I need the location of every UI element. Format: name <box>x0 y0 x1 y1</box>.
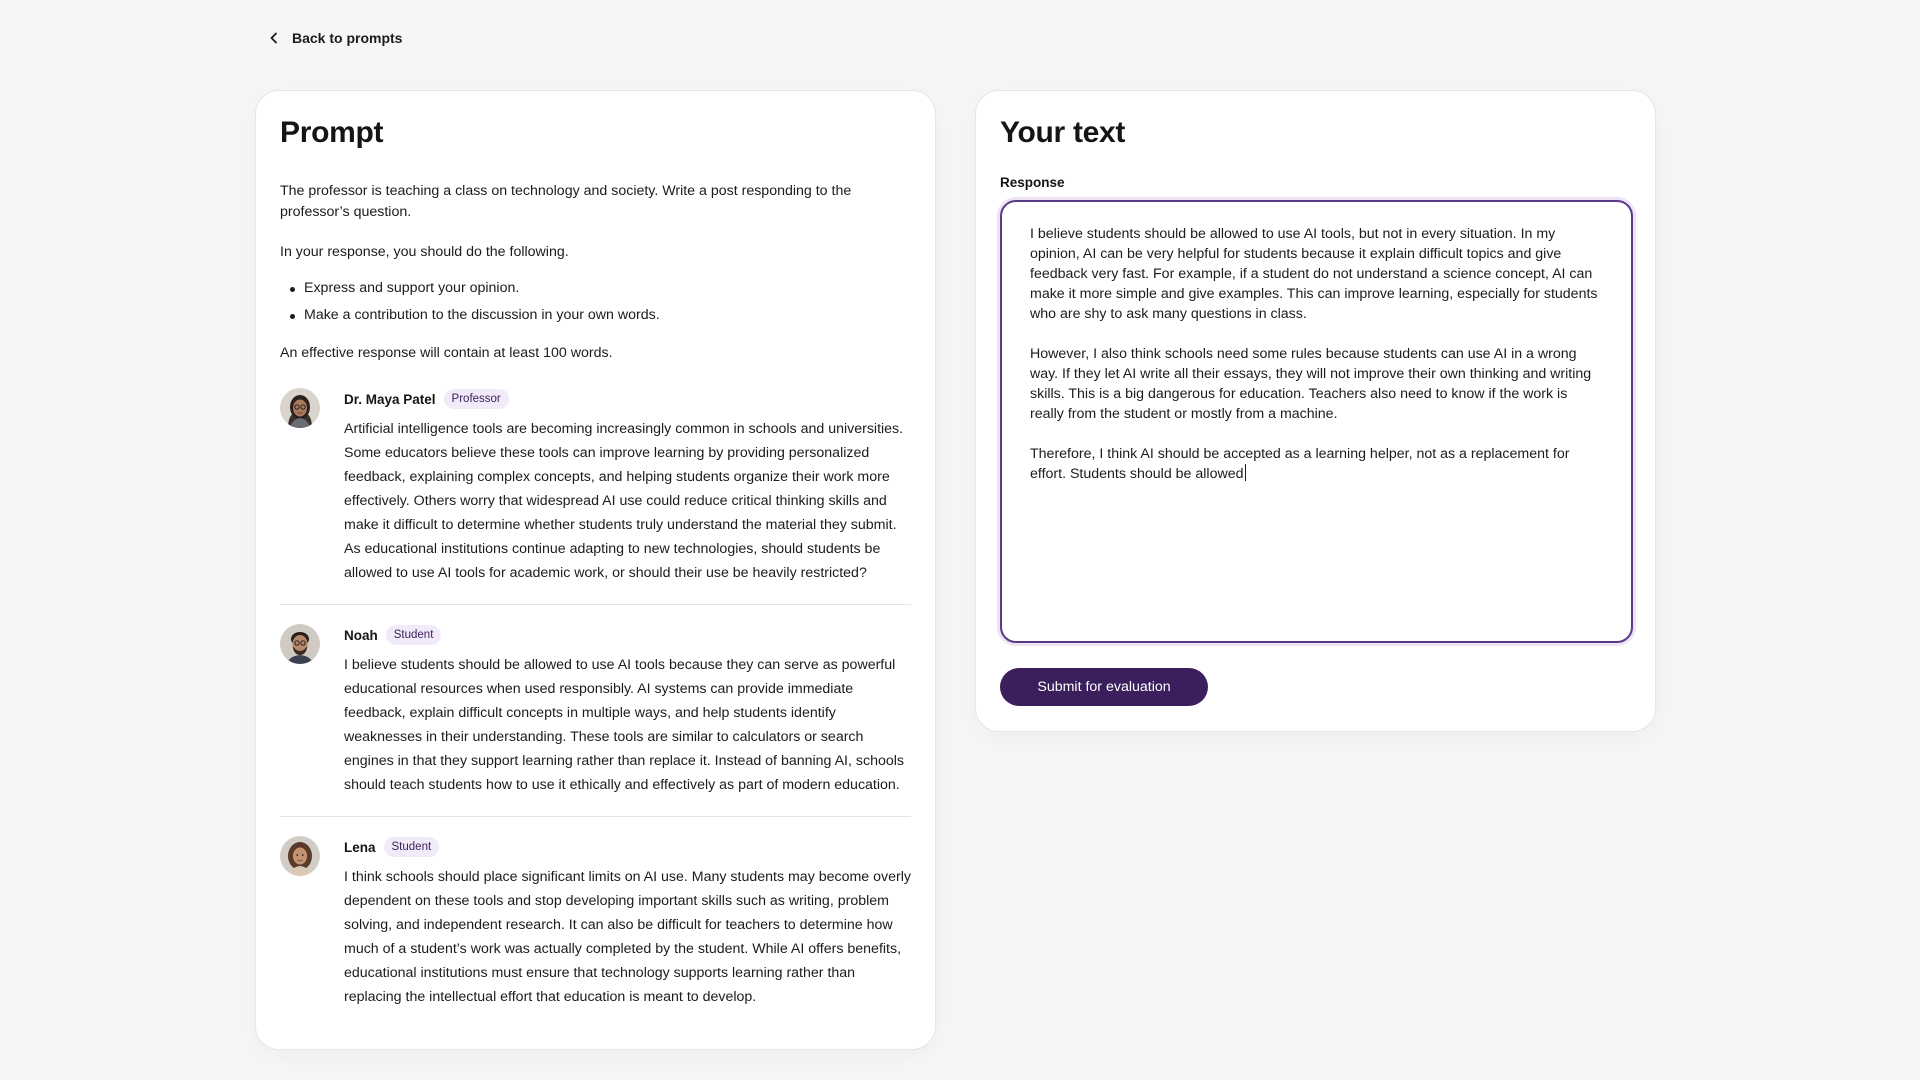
prompt-instructions <box>280 181 911 364</box>
discussion-post <box>280 388 911 605</box>
chevron-left-icon <box>268 32 280 44</box>
prompt-bullet-list <box>280 278 911 326</box>
avatar-woman-curly-icon <box>280 836 320 876</box>
discussion-thread <box>280 388 911 1028</box>
prompt-bullet: Express and support your opinion. <box>280 278 911 299</box>
post-author: Lena <box>344 839 376 855</box>
submit-for-evaluation-button[interactable]: Submit for evaluation <box>1000 668 1208 706</box>
post-text: I think schools should place significant limits on AI use. Many students may become overly dependent on these tools and stop developing important skills such as writing, problem solving, and independent research. It can also be difficult for teachers to determine how much of a student’s work was actually completed by the student. While AI offers benefits, educational institutions must ensure that technology supports learning rather than replacing the intellectual effort that education is meant to develop. <box>344 869 911 1005</box>
post-body <box>344 624 911 797</box>
post-header <box>344 389 911 409</box>
avatar-woman-glasses-icon <box>280 388 320 428</box>
response-paragraph-last <box>1030 444 1603 484</box>
text-cursor <box>1245 464 1246 481</box>
post-text: Artificial intelligence tools are becoming increasingly common in schools and universities. Some educators believe these tools can improve learning by providing personalized feedback, explaining complex concepts, and helping students organize their work more effectively. Others worry that widespread AI use could reduce critical thinking skills and make it difficult to determine whether students truly understand the material they submit. As educational institutions continue adapting to new technologies, should students be allowed to use AI tools for academic work, or should their use be heavily restricted? <box>344 421 904 581</box>
back-to-prompts-link[interactable] <box>268 30 402 46</box>
discussion-post <box>280 605 911 817</box>
discussion-post <box>280 817 911 1028</box>
post-header <box>344 837 911 857</box>
prompt-intro: The professor is teaching a class on technology and society. Write a post responding to the professor’s question. <box>280 183 852 220</box>
response-card <box>975 90 1656 732</box>
prompt-card <box>255 90 936 1050</box>
post-body <box>344 388 911 585</box>
post-header <box>344 625 911 645</box>
prompt-title: Prompt <box>280 116 384 149</box>
response-paragraph: However, I also think schools need some rules because students can use AI in a wrong way. If they let AI write all their essays, they will not improve their own thinking and writing skills. This is a big dangerous for education. Teachers also need to know if the work is really from the student or mostly from a machine. <box>1030 346 1592 422</box>
post-body <box>344 836 911 1009</box>
prompt-bullet: Make a contribution to the discussion in your own words. <box>280 305 911 326</box>
response-paragraph-text: Therefore, I think AI should be accepted as a learning helper, not as a replacement for effort. Students should be allowed <box>1030 446 1570 482</box>
avatar-man-beard-icon <box>280 624 320 664</box>
post-author: Noah <box>344 627 378 643</box>
role-badge: Student <box>384 837 440 857</box>
back-link-label: Back to prompts <box>292 30 403 46</box>
role-badge: Student <box>386 625 442 645</box>
post-text: I believe students should be allowed to use AI tools because they can serve as powerful educational resources when used responsibly. AI systems can provide immediate feedback, explain difficult concepts in multiple ways, and help students identify weaknesses in their understanding. These tools are similar to calculators or search engines in that they support learning rather than replace it. Instead of banning AI, schools should teach students how to use it ethically and effectively as part of modern education. <box>344 657 904 793</box>
role-badge: Professor <box>444 389 509 409</box>
response-title: Your text <box>1000 116 1126 149</box>
prompt-requirement: An effective response will contain at least 100 words. <box>280 345 613 361</box>
response-field-label: Response <box>1000 175 1065 190</box>
response-textarea[interactable] <box>1000 200 1633 643</box>
post-author: Dr. Maya Patel <box>344 391 436 407</box>
response-paragraph: I believe students should be allowed to use AI tools, but not in every situation. In my opinion, AI can be very helpful for students because it explain difficult topics and give feedback very fast. For example, if a student do not understand a science concept, AI can make it more simple and give examples. This can improve learning, especially for students who are shy to ask many questions in class. <box>1030 226 1598 322</box>
prompt-task: In your response, you should do the following. <box>280 244 569 260</box>
